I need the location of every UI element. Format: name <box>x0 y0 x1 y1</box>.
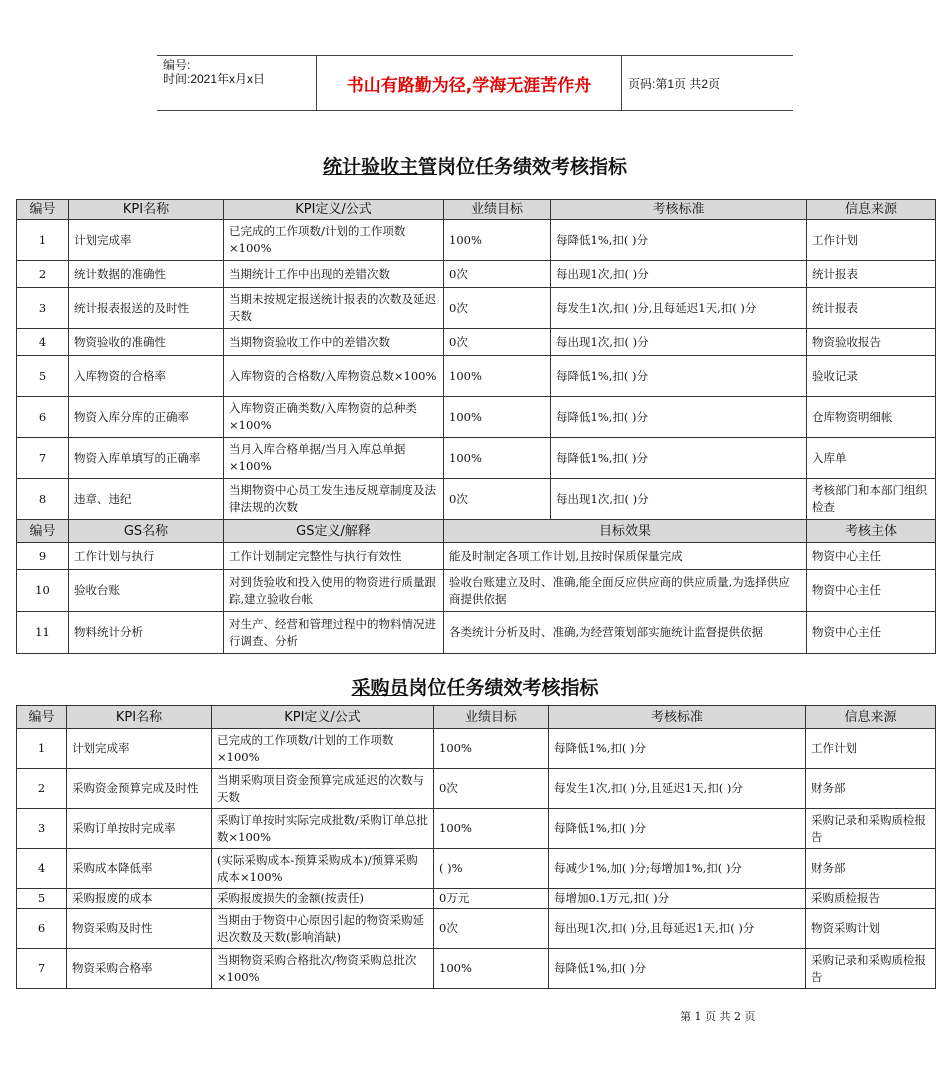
table-cell: 当期统计工作中出现的差错次数 <box>224 261 444 288</box>
table-cell: 采购报废损失的金额(按责任) <box>212 889 434 909</box>
column-header: 考核标准 <box>551 200 807 220</box>
table-cell: 物资验收的准确性 <box>69 329 224 356</box>
table-row <box>17 909 936 949</box>
table-cell: 每出现1次,扣( )分 <box>551 329 807 356</box>
section1-kpi-table <box>16 199 936 654</box>
table-cell: 入库物资正确类数/入库物资的总种类×100% <box>224 397 444 438</box>
table-cell: 统计报表 <box>807 288 936 329</box>
table-row <box>17 949 936 989</box>
table-cell: 每发生1次,扣( )分,且每延迟1天,扣( )分 <box>551 288 807 329</box>
number-label: 编号: <box>163 58 191 72</box>
table-cell: 采购成本降低率 <box>67 849 212 889</box>
column-header: 信息来源 <box>807 200 936 220</box>
table-cell: 考核部门和本部门组织检查 <box>807 479 936 520</box>
table-cell: 采购报废的成本 <box>67 889 212 909</box>
table-cell: 验收记录 <box>807 356 936 397</box>
table-cell: 工作计划 <box>807 220 936 261</box>
table-cell: 当期未按规定报送统计报表的次数及延迟天数 <box>224 288 444 329</box>
table-cell: 采购资金预算完成及时性 <box>67 769 212 809</box>
table-cell: 验收台账 <box>69 570 224 612</box>
table-cell: 采购记录和采购质检报告 <box>806 809 936 849</box>
table-cell: 100% <box>434 949 549 989</box>
column-header: 编号 <box>17 200 69 220</box>
table-cell: 对生产、经营和管理过程中的物料情况进行调查、分析 <box>224 612 444 654</box>
table-cell: 当期物资采购合格批次/物资采购总批次×100% <box>212 949 434 989</box>
table-cell: 财务部 <box>806 849 936 889</box>
table-cell: 工作计划与执行 <box>69 543 224 570</box>
row-number: 7 <box>17 949 67 989</box>
table-cell: 物资中心主任 <box>807 543 936 570</box>
row-number: 3 <box>17 809 67 849</box>
table-cell: ( )% <box>434 849 549 889</box>
column-header: GS名称 <box>69 520 224 543</box>
table-cell: 物资入库分库的正确率 <box>69 397 224 438</box>
page-header <box>157 55 793 111</box>
kpi-header-row <box>17 200 936 220</box>
table-cell: 违章、违纪 <box>69 479 224 520</box>
table-row <box>17 809 936 849</box>
column-header: 编号 <box>17 706 67 729</box>
row-number: 2 <box>17 769 67 809</box>
section2-title-rest: 岗位任务绩效考核指标 <box>408 677 599 699</box>
table-row <box>17 438 936 479</box>
table-cell: 0次 <box>434 769 549 809</box>
row-number: 6 <box>17 397 69 438</box>
page-footer: 第 1 页 共 2 页 <box>680 1010 756 1023</box>
column-header: KPI名称 <box>67 706 212 729</box>
table-cell: 物资采购及时性 <box>67 909 212 949</box>
table-cell: 每出现1次,扣( )分 <box>551 261 807 288</box>
column-header: KPI定义/公式 <box>212 706 434 729</box>
section2-kpi-table <box>16 705 936 989</box>
row-number: 7 <box>17 438 69 479</box>
table-cell: 每降低1%,扣( )分 <box>551 438 807 479</box>
table-row <box>17 729 936 769</box>
section2-title-role: 采购员 <box>351 677 409 699</box>
column-header: 编号 <box>17 520 69 543</box>
table-cell: 每出现1次,扣( )分 <box>551 479 807 520</box>
table-row <box>17 397 936 438</box>
table-cell: (实际采购成本-预算采购成本)/预算采购成本×100% <box>212 849 434 889</box>
table-cell: 入库物资的合格率 <box>69 356 224 397</box>
table-cell: 100% <box>434 729 549 769</box>
row-number: 1 <box>17 220 69 261</box>
column-header: 业绩目标 <box>444 200 551 220</box>
table-cell: 100% <box>434 809 549 849</box>
kpi-header-row <box>17 706 936 729</box>
table-cell: 每降低1%,扣( )分 <box>549 949 806 989</box>
column-header: 目标效果 <box>444 520 807 543</box>
table-cell: 已完成的工作项数/计划的工作项数×100% <box>224 220 444 261</box>
row-number: 5 <box>17 356 69 397</box>
table-row <box>17 329 936 356</box>
time-label: 时间:2021年x月x日 <box>163 72 266 86</box>
column-header: 业绩目标 <box>434 706 549 729</box>
table-cell: 统计报表报送的及时性 <box>69 288 224 329</box>
table-cell: 采购订单按时完成率 <box>67 809 212 849</box>
table-row <box>17 543 936 570</box>
table-cell: 物资采购计划 <box>806 909 936 949</box>
table-cell: 工作计划制定完整性与执行有效性 <box>224 543 444 570</box>
section1-title-role: 统计验收主管 <box>322 156 437 178</box>
table-row <box>17 849 936 889</box>
table-cell: 当期物资中心员工发生违反规章制度及法律法规的次数 <box>224 479 444 520</box>
table-cell: 0次 <box>444 261 551 288</box>
table-cell: 每降低1%,扣( )分 <box>551 356 807 397</box>
table-cell: 财务部 <box>806 769 936 809</box>
row-number: 9 <box>17 543 69 570</box>
gs-header-row <box>17 520 936 543</box>
table-cell: 各类统计分析及时、准确,为经营策划部实施统计监督提供依据 <box>444 612 807 654</box>
motto: 书山有路勤为径,学海无涯苦作舟 <box>317 56 622 110</box>
section2-title <box>0 673 950 700</box>
table-row <box>17 288 936 329</box>
table-cell: 每降低1%,扣( )分 <box>549 729 806 769</box>
table-cell: 采购记录和采购质检报告 <box>806 949 936 989</box>
table-cell: 0次 <box>434 909 549 949</box>
table-cell: 0次 <box>444 479 551 520</box>
table-cell: 采购质检报告 <box>806 889 936 909</box>
table-cell: 已完成的工作项数/计划的工作项数×100% <box>212 729 434 769</box>
table-cell: 当期物资验收工作中的差错次数 <box>224 329 444 356</box>
row-number: 4 <box>17 849 67 889</box>
table-cell: 计划完成率 <box>67 729 212 769</box>
header-meta <box>157 56 317 110</box>
table-cell: 当月入库合格单据/当月入库总单据×100% <box>224 438 444 479</box>
table-cell: 当期由于物资中心原因引起的物资采购延迟次数及天数(影响消缺) <box>212 909 434 949</box>
row-number: 4 <box>17 329 69 356</box>
table-row <box>17 889 936 909</box>
table-cell: 采购订单按时实际完成批数/采购订单总批数×100% <box>212 809 434 849</box>
table-cell: 计划完成率 <box>69 220 224 261</box>
row-number: 10 <box>17 570 69 612</box>
row-number: 1 <box>17 729 67 769</box>
page-info: 页码:第1页 共2页 <box>628 76 721 91</box>
table-cell: 物资中心主任 <box>807 570 936 612</box>
column-header: KPI定义/公式 <box>224 200 444 220</box>
table-cell: 0万元 <box>434 889 549 909</box>
table-cell: 物资采购合格率 <box>67 949 212 989</box>
table-row <box>17 356 936 397</box>
row-number: 5 <box>17 889 67 909</box>
row-number: 6 <box>17 909 67 949</box>
column-header: GS定义/解释 <box>224 520 444 543</box>
table-cell: 每发生1次,扣( )分,且延迟1天,扣( )分 <box>549 769 806 809</box>
table-cell: 工作计划 <box>806 729 936 769</box>
table-cell: 100% <box>444 397 551 438</box>
table-row <box>17 479 936 520</box>
section1-title <box>0 152 950 179</box>
table-cell: 100% <box>444 356 551 397</box>
table-cell: 物料统计分析 <box>69 612 224 654</box>
table-row <box>17 769 936 809</box>
table-cell: 验收台账建立及时、准确,能全面反应供应商的供应质量,为选择供应商提供依据 <box>444 570 807 612</box>
table-cell: 每降低1%,扣( )分 <box>551 397 807 438</box>
table-cell: 当期采购项目资金预算完成延迟的次数与天数 <box>212 769 434 809</box>
table-cell: 物资中心主任 <box>807 612 936 654</box>
section1-title-rest: 岗位任务绩效考核指标 <box>437 156 628 178</box>
column-header: 考核主体 <box>807 520 936 543</box>
row-number: 11 <box>17 612 69 654</box>
column-header: KPI名称 <box>69 200 224 220</box>
table-cell: 入库物资的合格数/入库物资总数×100% <box>224 356 444 397</box>
table-cell: 每减少1%,加( )分;每增加1%,扣( )分 <box>549 849 806 889</box>
table-cell: 每出现1次,扣( )分,且每延迟1天,扣( )分 <box>549 909 806 949</box>
table-cell: 0次 <box>444 329 551 356</box>
table-cell: 100% <box>444 220 551 261</box>
table-cell: 入库单 <box>807 438 936 479</box>
table-cell: 每降低1%,扣( )分 <box>551 220 807 261</box>
table-cell: 0次 <box>444 288 551 329</box>
table-cell: 统计报表 <box>807 261 936 288</box>
column-header: 信息来源 <box>806 706 936 729</box>
table-row <box>17 570 936 612</box>
table-row <box>17 612 936 654</box>
column-header: 考核标准 <box>549 706 806 729</box>
table-cell: 能及时制定各项工作计划,且按时保质保量完成 <box>444 543 807 570</box>
table-cell: 物资入库单填写的正确率 <box>69 438 224 479</box>
table-cell: 对到货验收和投入使用的物资进行质量跟踪,建立验收台帐 <box>224 570 444 612</box>
table-cell: 统计数据的准确性 <box>69 261 224 288</box>
table-cell: 100% <box>444 438 551 479</box>
table-cell: 物资验收报告 <box>807 329 936 356</box>
row-number: 8 <box>17 479 69 520</box>
table-row <box>17 220 936 261</box>
table-cell: 每增加0.1万元,扣( )分 <box>549 889 806 909</box>
row-number: 2 <box>17 261 69 288</box>
table-row <box>17 261 936 288</box>
table-cell: 每降低1%,扣( )分 <box>549 809 806 849</box>
table-cell: 仓库物资明细帐 <box>807 397 936 438</box>
row-number: 3 <box>17 288 69 329</box>
